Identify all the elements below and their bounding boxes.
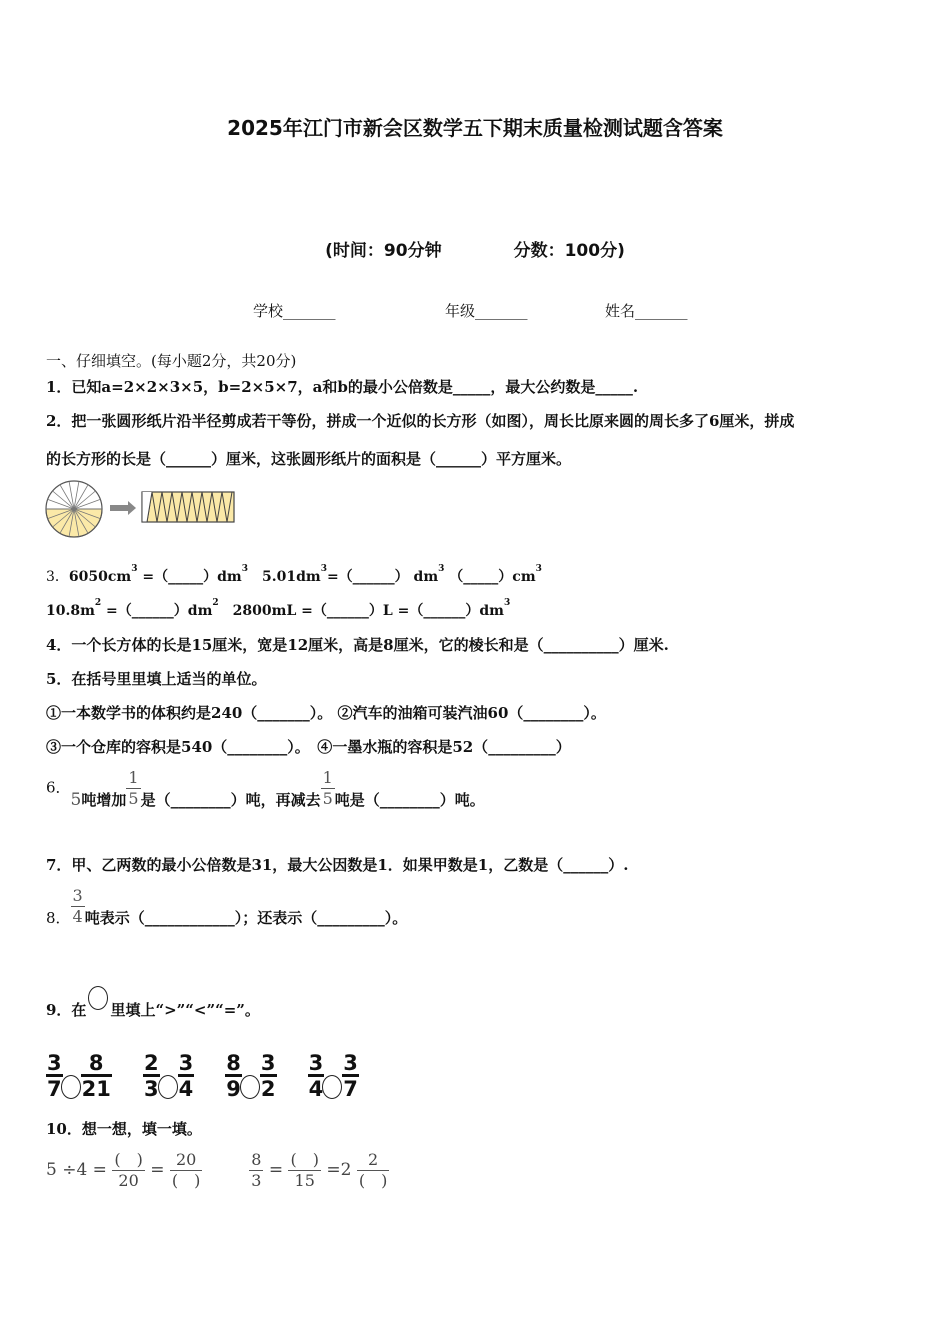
comparison-pair[interactable]: $\frac{2}{3}$ $\frac{3}{4}$ <box>143 1051 194 1101</box>
question-4: 4．一个长方体的长是15厘米，宽是12厘米，高是8厘米，它的棱长和是（__________）厘米. <box>46 636 669 654</box>
question-5-line1: ①一本数学书的体积约是240（_______）。 ②汽车的油箱可装汽油60（________）。 <box>46 704 606 722</box>
question-9: 9．在 里填上“>”“<”“=”。 <box>46 996 260 1020</box>
circle-icon <box>88 986 108 1010</box>
question-2-line1: 2．把一张圆形纸片沿半径剪成若干等份，拼成一个近似的长方形（如图），周长比原来圆的周长多了6厘米，拼成 <box>46 412 795 430</box>
question-3-line1: 3．$6050cm^3$ $=(\_\_\_\_\_)dm^3$ $5.01dm^3=(\_\_\_\_\_\_)$ $dm^3$ $(\_\_\_\_\_)cm^3$ <box>46 564 542 585</box>
question-2-line2: 的长方形的长是（______）厘米，这张圆形纸片的面积是（______）平方厘米。 <box>46 450 572 468</box>
time-label: (时间：90分钟 <box>325 241 442 261</box>
circle-to-rectangle-figure <box>44 478 239 540</box>
question-10-title: 10．想一想，填一填。 <box>46 1120 202 1138</box>
arrow-right-icon <box>110 501 136 515</box>
compare-circle[interactable] <box>158 1075 178 1099</box>
question-3-line2: $10.8m^2$ $=(\_\_\_\_\_\_)dm^2$ 2800mL =（______）L $=(\_\_\_\_\_\_)dm^3$ <box>46 598 511 619</box>
question-1: 1．已知a=2×2×3×5，b=2×5×7，a和b的最小公倍数是_____，最大公约数是_____. <box>46 378 639 396</box>
score-label: 分数：100分) <box>513 241 625 261</box>
comparison-pair[interactable]: $\frac{3}{4}$ $\frac{3}{7}$ <box>308 1051 358 1101</box>
question-7: 7．甲、乙两数的最小公倍数是31，最大公因数是1．如果甲数是1，乙数是（______）. <box>46 856 629 874</box>
rectangle-sectors-icon <box>142 492 234 522</box>
compare-circle[interactable] <box>240 1075 260 1099</box>
section-heading: 一、仔细填空。(每小题2分，共20分) <box>46 352 297 370</box>
fraction-three-quarters: $\frac{3}{4}$ <box>72 886 83 926</box>
grade-field: 年级_______ <box>445 302 528 320</box>
question-8: 8． $\frac{3}{4}$ 吨表示（____________）；还表示（_________）。 <box>46 886 408 927</box>
circle-sectors-icon <box>46 481 102 537</box>
comparison-pair[interactable]: $\frac{8}{9}$ $\frac{3}{2}$ <box>226 1051 276 1101</box>
question-5-title: 5．在括号里里填上适当的单位。 <box>46 670 267 688</box>
document-title: 2025年江门市新会区数学五下期末质量检测试题含答案 <box>227 116 723 140</box>
name-field: 姓名_______ <box>605 302 688 320</box>
compare-circle[interactable] <box>61 1075 81 1099</box>
comparison-pair[interactable]: $\frac{3}{7}$ $\frac{8}{21}$ <box>47 1051 111 1101</box>
question-6: 6．5吨增加 $\frac{1}{5}$ 是（________）吨，再减去 $\frac{1}{5}$ 吨是（________）吨。 <box>46 768 485 810</box>
question-10-equations: 5 ÷4 = $\frac{( )}{20}$ = $\frac{20}{( )}$ $\frac{8}{3}$ = $\frac{( )}{15}$ =2 $\frac{2}{( )}$ <box>46 1150 388 1190</box>
exam-meta <box>0 236 950 261</box>
fraction-one-fifth: $\frac{1}{5}$ <box>128 768 139 808</box>
comparison-row <box>46 1052 359 1101</box>
school-field: 学校_______ <box>253 302 336 320</box>
fraction-one-fifth: $\frac{1}{5}$ <box>322 768 333 808</box>
question-5-line2: ③一个仓库的容积是540（________）。 ④一墨水瓶的容积是52（_________） <box>46 738 571 756</box>
compare-circle[interactable] <box>322 1075 342 1099</box>
